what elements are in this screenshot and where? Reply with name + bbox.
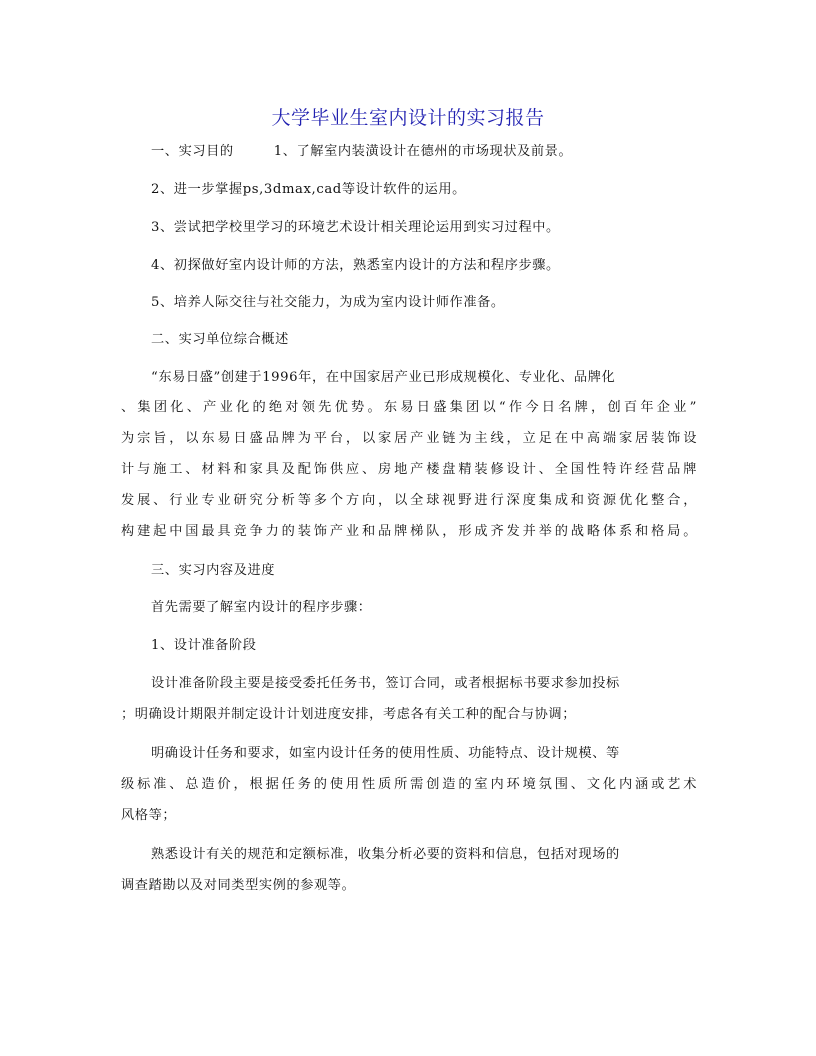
standards-paragraph-line: 调查踏勘以及对同类型实例的参观等。 (121, 878, 356, 893)
objective-item-2: 2、进一步掌握ps,3dmax,cad等设计软件的运用。 (151, 182, 466, 197)
company-paragraph-line: 为宗旨，以东易日盛品牌为平台，以家居产业链为主线，立足在中高端家居装饰设 (121, 431, 697, 446)
company-paragraph-line: 计与施工、材料和家具及配饰供应、房地产楼盘精装修设计、全国性特许经营品牌 (121, 462, 697, 477)
company-paragraph-line: 、集团化、产业化的绝对领先优势。东易日盛集团以“作今日名牌，创百年企业” (121, 400, 697, 415)
company-paragraph-line: 发展、行业专业研究分析等多个方向，以全球视野进行深度集成和资源优化整合， (121, 493, 697, 508)
objective-item-1: 1、了解室内装潢设计在德州的市场现状及前景。 (273, 144, 573, 159)
objective-item-5: 5、培养人际交往与社交能力，为成为室内设计师作准备。 (151, 295, 505, 310)
design-task-paragraph-line: 明确设计任务和要求，如室内设计任务的使用性质、功能特点、设计规模、等 (151, 746, 620, 761)
company-paragraph-line: “东易日盛”创建于1996年，在中国家居产业已形成规模化、专业化、品牌化 (151, 370, 616, 385)
design-prep-paragraph-line: ；明确设计期限并制定设计计划进度安排，考虑各有关工种的配合与协调； (121, 707, 576, 722)
design-prep-paragraph-line: 设计准备阶段主要是接受委托任务书，签订合同，或者根据标书要求参加投标 (151, 676, 620, 691)
section1-line (151, 142, 731, 162)
design-task-paragraph-line: 风格等； (121, 808, 177, 823)
document-title: 大学毕业生室内设计的实习报告 (271, 107, 545, 129)
section1-heading: 一、实习目的 (151, 144, 234, 159)
objective-item-4: 4、初探做好室内设计师的方法，熟悉室内设计的方法和程序步骤。 (151, 258, 560, 273)
section2-heading: 二、实习单位综合概述 (151, 332, 289, 347)
standards-paragraph-line: 熟悉设计有关的规范和定额标准，收集分析必要的资料和信息，包括对现场的 (151, 847, 620, 862)
objective-item-3: 3、尝试把学校里学习的环境艺术设计相关理论运用到实习过程中。 (151, 220, 560, 235)
design-task-paragraph-line: 级标准、总造价，根据任务的使用性质所需创造的室内环境氛围、文化内涵或艺术 (121, 777, 697, 792)
company-paragraph-line: 构建起中国最具竞争力的装饰产业和品牌梯队，形成齐发并举的战略体系和格局。 (121, 524, 697, 539)
section3-intro: 首先需要了解室内设计的程序步骤： (151, 600, 372, 615)
section3-subheading: 1、设计准备阶段 (151, 638, 257, 653)
section3-heading: 三、实习内容及进度 (151, 563, 276, 578)
